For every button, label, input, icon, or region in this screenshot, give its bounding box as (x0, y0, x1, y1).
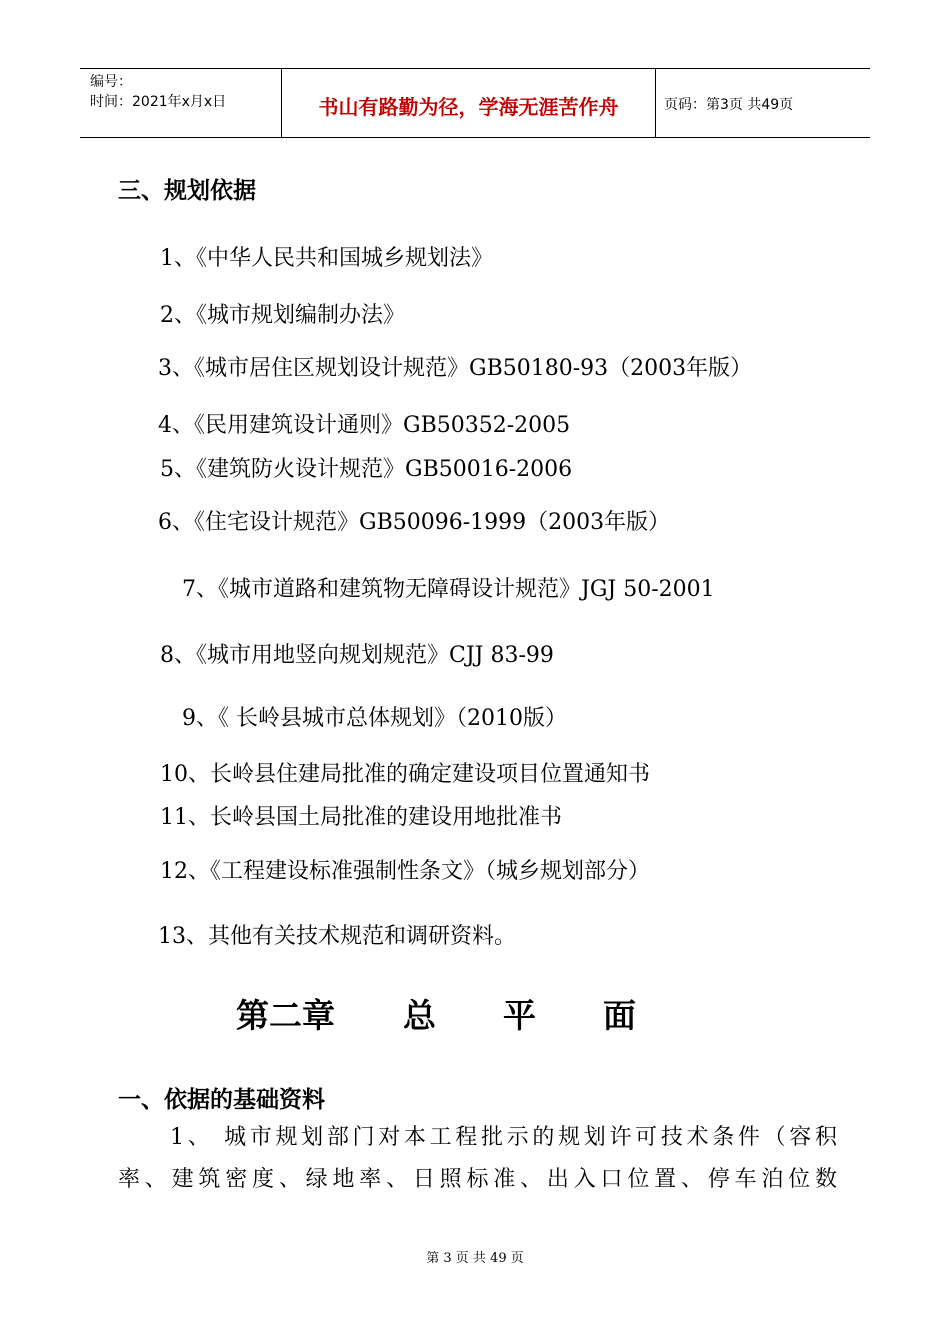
basis-item-8: 8、《城市用地竖向规划规范》CJJ 83-99 (160, 643, 554, 668)
basis-item-11: 11、长岭县国土局批准的建设用地批准书 (160, 805, 562, 830)
document-time-label: 时间：2021年x月x日 (90, 94, 227, 110)
basis-item-2: 2、《城市规划编制办法》 (160, 303, 405, 328)
chapter-title-char-1: 总 (403, 996, 436, 1035)
document-number-label: 编号： (90, 74, 132, 90)
basis-item-10: 10、长岭县住建局批准的确定建设项目位置通知书 (160, 762, 650, 787)
header-motto: 书山有路勤为径，学海无涯苦作舟 (318, 95, 619, 119)
basis-item-5: 5、《建筑防火设计规范》GB50016-2006 (160, 457, 573, 482)
basis-item-4: 4、《民用建筑设计通则》GB50352-2005 (158, 413, 571, 438)
chapter-title-char-2: 平 (503, 996, 536, 1035)
header-page-cell (655, 69, 870, 137)
header-meta-cell (80, 69, 281, 137)
header-page-info: 页码：第3页 共49页 (664, 97, 794, 113)
section-title-planning-basis: 三、规划依据 (118, 178, 256, 204)
basis-item-1: 1、《中华人民共和国城乡规划法》 (160, 246, 493, 271)
basis-item-9: 9、《 长岭县城市总体规划》（2010版） (182, 706, 567, 731)
basis-item-7: 7、《城市道路和建筑物无障碍设计规范》JGJ 50-2001 (182, 577, 715, 602)
basis-item-12: 12、《工程建设标准强制性条文》（城乡规划部分） (160, 859, 650, 884)
page-footer: 第 3 页 共 49 页 (426, 1251, 524, 1266)
chapter-title-char-3: 面 (603, 996, 636, 1035)
basis-item-3: 3、《城市居住区规划设计规范》GB50180-93（2003年版） (158, 356, 753, 381)
basis-item-13: 13、其他有关技术规范和调研资料。 (158, 924, 516, 949)
section-title-basic-data: 一、依据的基础资料 (118, 1087, 325, 1113)
paragraph-line-2: 率、建筑密度、绿地率、日照标准、出入口位置、停车泊位数 (118, 1167, 838, 1192)
header-motto-cell (281, 69, 656, 137)
page-header (80, 68, 870, 138)
basis-item-6: 6、《住宅设计规范》GB50096-1999（2003年版） (158, 510, 671, 535)
chapter-number: 第二章 (236, 996, 335, 1035)
paragraph-line-1: 1、 城市规划部门对本工程批示的规划许可技术条件（容积 (170, 1125, 838, 1150)
